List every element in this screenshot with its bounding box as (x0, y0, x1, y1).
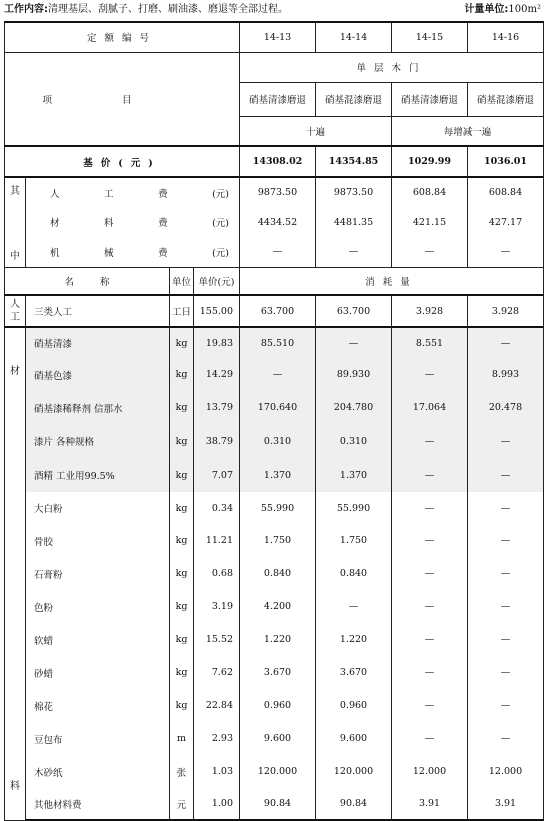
resource-price: 0.68 (194, 557, 240, 590)
cost-value: 4481.35 (316, 207, 392, 237)
cost-value: — (240, 237, 316, 267)
cost-label-char: 费 (158, 218, 168, 229)
resource-price: 7.62 (194, 656, 240, 689)
quota-number-label: 定额编号 (5, 22, 240, 52)
resource-value: 3.91 (468, 788, 544, 820)
resource-value: 3.928 (392, 295, 468, 327)
cost-label-char: 费 (158, 247, 168, 259)
resource-value: 3.928 (468, 295, 544, 327)
resource-name: 其他材料费 (26, 788, 170, 820)
code-cell: 14-16 (468, 22, 544, 52)
base-price-row (5, 146, 544, 177)
resource-unit: kg (170, 689, 194, 722)
resource-value: 9.600 (240, 722, 316, 755)
resource-unit: kg (170, 524, 194, 557)
among-label-top: 其 (10, 186, 20, 198)
resource-unit: kg (170, 424, 194, 458)
resource-value: 20.478 (468, 391, 544, 424)
resource-value: — (392, 424, 468, 458)
resource-value: 8.551 (392, 327, 468, 358)
page-header (4, 2, 543, 18)
name-header-char: 名 (64, 276, 74, 288)
resource-name: 石膏粉 (26, 557, 170, 590)
resource-value: 170.640 (240, 391, 316, 424)
resource-price: 11.21 (194, 524, 240, 557)
passes-cell: 十遍 (240, 116, 392, 146)
cost-label-char: 人 (50, 188, 60, 200)
resource-value: — (316, 590, 392, 623)
resource-price: 38.79 (194, 424, 240, 458)
cost-value: 9873.50 (316, 177, 392, 207)
group-label: 单层木门 (240, 52, 544, 82)
resource-unit: 张 (170, 755, 194, 788)
resource-unit: kg (170, 358, 194, 391)
cost-value: — (316, 237, 392, 267)
resource-price: 2.93 (194, 722, 240, 755)
resource-value: 120.000 (316, 755, 392, 788)
name-header-char: 称 (100, 276, 110, 288)
resource-price: 13.79 (194, 391, 240, 424)
code-cell: 14-14 (316, 22, 392, 52)
resource-unit: kg (170, 327, 194, 358)
material-row (5, 524, 544, 557)
cost-value: 427.17 (468, 207, 544, 237)
resource-price: 7.07 (194, 458, 240, 492)
resource-unit: kg (170, 590, 194, 623)
labor-cost-row (5, 177, 544, 207)
resource-name: 硝基色漆 (26, 358, 170, 391)
resource-value: — (468, 689, 544, 722)
resource-value: 0.310 (240, 424, 316, 458)
resource-value: — (468, 524, 544, 557)
cost-value: 608.84 (392, 177, 468, 207)
resource-name: 硝基清漆 (26, 327, 170, 358)
item-name-cell: 硝基混漆磨退 (468, 82, 544, 116)
cost-label-char: (元) (212, 247, 230, 259)
resource-name: 豆包布 (26, 722, 170, 755)
cost-value: 421.15 (392, 207, 468, 237)
code-cell: 14-13 (240, 22, 316, 52)
quota-number-row (5, 22, 544, 52)
resource-value: 1.370 (240, 458, 316, 492)
cost-label-cell (26, 207, 240, 237)
resource-name: 漆片 各种规格 (26, 424, 170, 458)
base-price-cell: 14354.85 (316, 146, 392, 177)
resource-value: 1.750 (240, 524, 316, 557)
passes-cell: 每增减一遍 (392, 116, 544, 146)
material-side-cell (5, 327, 26, 820)
cost-label-cell (26, 237, 240, 267)
resource-name: 酒精 工业用99.5% (26, 458, 170, 492)
resource-value: — (468, 557, 544, 590)
material-side-top: 材 (10, 366, 20, 377)
resource-value: — (392, 623, 468, 656)
resource-value: 1.220 (240, 623, 316, 656)
resource-value: 120.000 (240, 755, 316, 788)
cost-label-char: 费 (158, 188, 168, 200)
resource-name: 三类人工 (26, 295, 170, 327)
material-row (5, 424, 544, 458)
measurement-unit (464, 2, 541, 18)
unit-value: 100m² (508, 4, 541, 15)
material-row (5, 689, 544, 722)
quota-table (4, 21, 544, 821)
cost-label-char: 料 (104, 218, 114, 229)
unit-header: 单位 (170, 267, 194, 295)
resource-unit: 元 (170, 788, 194, 820)
resource-value: 0.960 (316, 689, 392, 722)
cost-label-char: 工 (104, 188, 114, 200)
resource-value: 0.840 (316, 557, 392, 590)
resource-value: — (316, 327, 392, 358)
resource-name: 棉花 (26, 689, 170, 722)
resource-unit: kg (170, 557, 194, 590)
cost-value: — (468, 237, 544, 267)
resource-value: — (468, 722, 544, 755)
cost-value: 608.84 (468, 177, 544, 207)
item-name-cell: 硝基清漆磨退 (240, 82, 316, 116)
among-label-bottom: 中 (10, 251, 20, 263)
resource-value: — (240, 358, 316, 391)
cost-value: — (392, 237, 468, 267)
resource-price: 14.29 (194, 358, 240, 391)
base-price-cell: 1036.01 (468, 146, 544, 177)
resource-value: 3.670 (316, 656, 392, 689)
resource-value: — (468, 424, 544, 458)
resource-value: 3.91 (392, 788, 468, 820)
material-row (5, 623, 544, 656)
machine-cost-row (5, 237, 544, 267)
cost-label-char: 材 (50, 218, 60, 229)
resource-value: — (468, 656, 544, 689)
material-row (5, 590, 544, 623)
material-row (5, 788, 544, 820)
resource-name: 大白粉 (26, 492, 170, 524)
labor-row (5, 295, 544, 327)
resource-value: 8.993 (468, 358, 544, 391)
item-group-row (5, 52, 544, 82)
resource-name: 砂蜡 (26, 656, 170, 689)
resource-value: 3.670 (240, 656, 316, 689)
resource-value: 90.84 (240, 788, 316, 820)
resource-value: 9.600 (316, 722, 392, 755)
resource-value: 63.700 (240, 295, 316, 327)
resource-value: 0.840 (240, 557, 316, 590)
material-row (5, 492, 544, 524)
resource-value: — (392, 492, 468, 524)
cost-label-char: (元) (212, 188, 230, 200)
resource-value: 0.960 (240, 689, 316, 722)
resource-value: 12.000 (392, 755, 468, 788)
resource-price: 0.34 (194, 492, 240, 524)
resource-value: — (468, 623, 544, 656)
resource-price: 1.03 (194, 755, 240, 788)
resource-price: 1.00 (194, 788, 240, 820)
item-label-cell (5, 52, 240, 146)
work-content-text: 清理基层、刮腻子、打磨、刷油漆、磨退等全部过程。 (48, 4, 288, 15)
material-row (5, 358, 544, 391)
resource-value: 1.220 (316, 623, 392, 656)
resource-value: 1.750 (316, 524, 392, 557)
cost-label-char: 机 (50, 247, 60, 259)
work-content-label: 工作内容: (4, 4, 48, 15)
material-row (5, 458, 544, 492)
material-row (5, 722, 544, 755)
resource-unit: 工日 (170, 295, 194, 327)
item-name-cell: 硝基清漆磨退 (392, 82, 468, 116)
resource-value: 90.84 (316, 788, 392, 820)
material-row (5, 755, 544, 788)
item-label: 项目 (42, 94, 202, 106)
resource-value: — (468, 492, 544, 524)
resource-value: — (392, 590, 468, 623)
base-price-cell: 14308.02 (240, 146, 316, 177)
resource-value: 55.990 (316, 492, 392, 524)
resource-value: 63.700 (316, 295, 392, 327)
cost-value: 9873.50 (240, 177, 316, 207)
price-header: 单价(元) (194, 267, 240, 295)
material-row (5, 656, 544, 689)
resource-name: 硝基漆稀释剂 信那水 (26, 391, 170, 424)
resource-price: 19.83 (194, 327, 240, 358)
consumption-header-row (5, 267, 544, 295)
resource-value: 89.930 (316, 358, 392, 391)
labor-side-char: 人 (10, 299, 20, 310)
labor-side-cell (5, 295, 26, 327)
resource-name: 软蜡 (26, 623, 170, 656)
resource-value: — (392, 557, 468, 590)
material-side-bottom: 料 (10, 781, 20, 792)
resource-value: — (468, 590, 544, 623)
resource-unit: kg (170, 391, 194, 424)
resource-value: — (392, 458, 468, 492)
resource-unit: kg (170, 492, 194, 524)
item-name-cell: 硝基混漆磨退 (316, 82, 392, 116)
code-cell: 14-15 (392, 22, 468, 52)
resource-unit: kg (170, 623, 194, 656)
resource-price: 155.00 (194, 295, 240, 327)
resource-value: 55.990 (240, 492, 316, 524)
resource-value: 4.200 (240, 590, 316, 623)
resource-value: 12.000 (468, 755, 544, 788)
resource-value: — (392, 722, 468, 755)
resource-unit: m (170, 722, 194, 755)
cost-value: 4434.52 (240, 207, 316, 237)
resource-price: 3.19 (194, 590, 240, 623)
resource-price: 22.84 (194, 689, 240, 722)
resource-value: — (392, 689, 468, 722)
resource-value: — (392, 524, 468, 557)
base-price-label: 基价(元) (5, 146, 240, 177)
among-side-cell (5, 177, 26, 267)
resource-value: 1.370 (316, 458, 392, 492)
resource-value: 85.510 (240, 327, 316, 358)
unit-label: 计量单位: (464, 4, 509, 15)
resource-name: 色粉 (26, 590, 170, 623)
cost-label-char: (元) (212, 218, 230, 229)
resource-value: 0.310 (316, 424, 392, 458)
consumption-header: 消耗量 (240, 267, 544, 295)
resource-value: 17.064 (392, 391, 468, 424)
resource-value: — (468, 458, 544, 492)
material-row (5, 327, 544, 358)
resource-unit: kg (170, 656, 194, 689)
resource-name: 骨胶 (26, 524, 170, 557)
resource-price: 15.52 (194, 623, 240, 656)
material-row (5, 391, 544, 424)
material-cost-row (5, 207, 544, 237)
base-price-cell: 1029.99 (392, 146, 468, 177)
resource-unit: kg (170, 458, 194, 492)
labor-side-char: 工 (10, 312, 20, 323)
cost-label-char: 械 (104, 247, 114, 259)
resource-name: 木砂纸 (26, 755, 170, 788)
cost-label-cell (26, 177, 240, 207)
resource-value: — (468, 327, 544, 358)
resource-value: — (392, 358, 468, 391)
resource-value: 204.780 (316, 391, 392, 424)
material-row (5, 557, 544, 590)
name-header-cell (5, 267, 170, 295)
resource-value: — (392, 656, 468, 689)
